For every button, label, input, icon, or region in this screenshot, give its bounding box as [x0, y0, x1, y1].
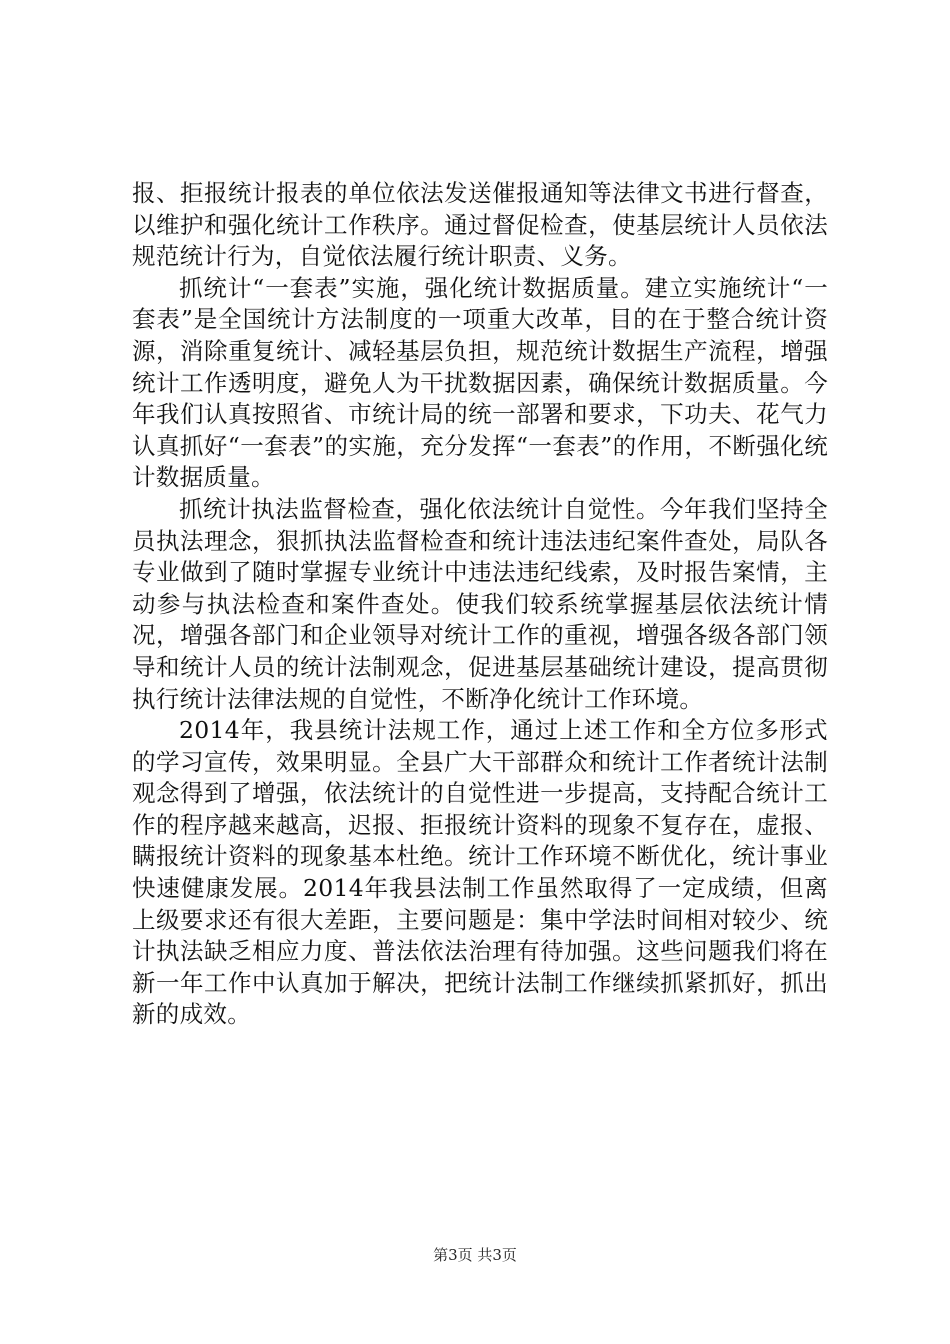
document-body: [132, 178, 828, 1031]
page-number-footer: 第3页 共3页: [433, 1246, 517, 1264]
paragraph-summary-2014: 2014年，我县统计法规工作，通过上述工作和全方位多形式的学习宣传，效果明显。全县广大干部群众和统计工作者统计法制观念得到了增强，依法统计的自觉性进一步提高，支持配合统计工作的程序越来越高，迟报、拒报统计资料的现象不复存在，虚报、瞒报统计资料的现象基本杜绝。统计工作环境不断优化，统计事业快速健康发展。2014年我县法制工作虽然取得了一定成绩，但离上级要求还有很大差距，主要问题是：集中学法时间相对较少、统计执法缺乏相应力度、普法依法治理有待加强。这些问题我们将在新一年工作中认真加于解决，把统计法制工作继续抓紧抓好，抓出新的成效。: [132, 716, 828, 1029]
paragraph-one-set-of-tables: 抓统计“一套表”实施，强化统计数据质量。建立实施统计“一套表”是全国统计方法制度的一项重大改革，目的在于整合统计资源，消除重复统计、减轻基层负担，规范统计数据生产流程，增强统计工作透明度，避免人为干扰数据因素，确保统计数据质量。今年我们认真按照省、市统计局的统一部署和要求，下功夫、花气力认真抓好“一套表”的实施，充分发挥“一套表”的作用，不断强化统计数据质量。: [132, 273, 828, 492]
paragraph-law-enforcement: 抓统计执法监督检查，强化依法统计自觉性。今年我们坚持全员执法理念，狠抓执法监督检查和统计违法违纪案件查处，局队各专业做到了随时掌握专业统计中违法违纪线索，及时报告案情，主动参与执法检查和案件查处。使我们较系统掌握基层依法统计情况，增强各部门和企业领导对统计工作的重视，增强各级各部门领导和统计人员的统计法制观念，促进基层基础统计建设，提高贯彻执行统计法律法规的自觉性，不断净化统计工作环境。: [132, 494, 828, 713]
paragraph-continuation: 报、拒报统计报表的单位依法发送催报通知等法律文书进行督查，以维护和强化统计工作秩序。通过督促检查，使基层统计人员依法规范统计行为，自觉依法履行统计职责、义务。: [132, 179, 828, 271]
